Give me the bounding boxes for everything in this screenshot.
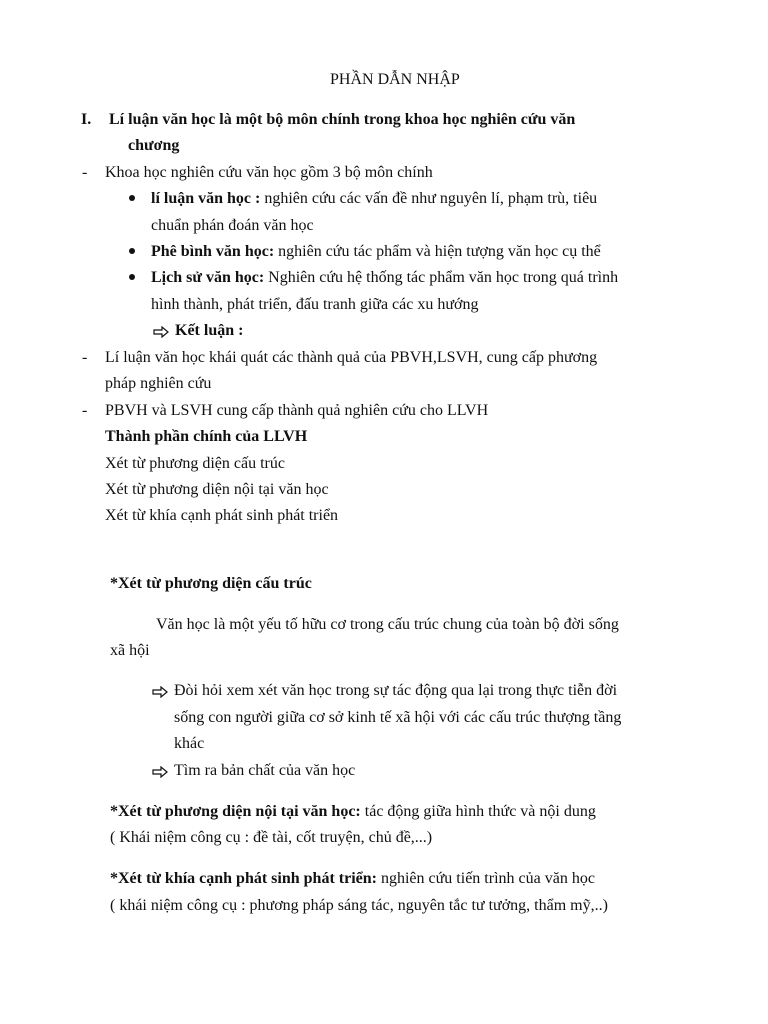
development-section bbox=[110, 869, 595, 889]
structure-heading: *Xét từ phương diện cấu trúc bbox=[110, 575, 312, 592]
component-item: Xét từ phương diện cấu trúc bbox=[105, 455, 285, 472]
conclusion-label: Kết luận : bbox=[175, 322, 244, 339]
outline-right-arrow-icon bbox=[152, 766, 168, 778]
section-heading-line1: Lí luận văn học là một bộ môn chính trong khoa học nghiên cứu văn bbox=[109, 111, 576, 128]
bullet-text: nghiên cứu tác phẩm và hiện tượng văn học cụ thể bbox=[274, 243, 601, 260]
component-item: Xét từ phương diện nội tại văn học bbox=[105, 481, 329, 498]
structure-paragraph-line2: xã hội bbox=[110, 642, 150, 659]
bullet-dot bbox=[129, 274, 135, 280]
structure-point-1-cont: khác bbox=[174, 735, 205, 752]
page-title: PHẦN DẪN NHẬP bbox=[330, 71, 460, 88]
internal-heading: *Xét từ phương diện nội tại văn học: bbox=[110, 803, 361, 820]
bullet-item-1 bbox=[151, 189, 597, 209]
bullet-dot bbox=[129, 248, 135, 254]
conclusion-item-2: PBVH và LSVH cung cấp thành quả nghiên cứu cho LLVH bbox=[105, 402, 489, 419]
dash-marker: - bbox=[82, 164, 88, 181]
conclusion-item-1: Lí luận văn học khái quát các thành quả của PBVH,LSVH, cung cấp phương bbox=[105, 349, 598, 366]
section-numeral: I. bbox=[81, 111, 92, 128]
development-text: nghiên cứu tiến trình của văn học bbox=[376, 870, 595, 887]
development-concepts: ( khái niệm công cụ : phương pháp sáng tác, nguyên tắc tư tưởng, thẩm mỹ,..) bbox=[110, 897, 608, 914]
bullet-term: Lịch sử văn học: bbox=[151, 269, 265, 286]
structure-point-1: Đòi hỏi xem xét văn học trong sự tác động qua lại trong thực tiễn đời bbox=[174, 682, 618, 699]
internal-section bbox=[110, 802, 596, 822]
component-item: Xét từ khía cạnh phát sinh phát triển bbox=[105, 507, 339, 524]
bullet-item-3-cont: hình thành, phát triển, đấu tranh giữa các xu hướng bbox=[151, 296, 479, 313]
bullet-text: Nghiên cứu hệ thống tác phẩm văn học trong quá trình bbox=[264, 269, 619, 286]
bullet-term: Phê bình văn học: bbox=[151, 243, 275, 260]
internal-concepts: ( Khái niệm công cụ : đề tài, cốt truyện, chủ đề,...) bbox=[110, 829, 433, 846]
bullet-item-3 bbox=[151, 268, 618, 288]
structure-paragraph-line1: Văn học là một yếu tố hữu cơ trong cấu trúc chung của toàn bộ đời sống bbox=[156, 616, 619, 633]
development-heading: *Xét từ khía cạnh phát sinh phát triển: bbox=[110, 870, 377, 887]
bullet-text: nghiên cứu các vấn đề như nguyên lí, phạm trù, tiêu bbox=[260, 190, 598, 207]
bullet-item-1-cont: chuẩn phán đoán văn học bbox=[151, 217, 314, 234]
bullet-item-2 bbox=[151, 242, 601, 262]
structure-point-2: Tìm ra bản chất của văn học bbox=[174, 762, 356, 779]
bullet-dot bbox=[129, 195, 135, 201]
intro-text: Khoa học nghiên cứu văn học gồm 3 bộ môn chính bbox=[105, 164, 433, 181]
dash-marker: - bbox=[82, 402, 88, 419]
outline-right-arrow-icon bbox=[153, 326, 169, 338]
structure-point-1-cont: sống con người giữa cơ sở kinh tế xã hội với các cấu trúc thượng tầng bbox=[174, 709, 622, 726]
dash-marker: - bbox=[82, 349, 88, 366]
internal-text: tác động giữa hình thức và nội dung bbox=[360, 803, 596, 820]
conclusion-item-1-cont: pháp nghiên cứu bbox=[105, 375, 212, 392]
components-heading: Thành phần chính của LLVH bbox=[105, 428, 308, 445]
outline-right-arrow-icon bbox=[152, 686, 168, 698]
bullet-term: lí luận văn học : bbox=[151, 190, 261, 207]
section-heading-line2: chương bbox=[128, 137, 180, 154]
